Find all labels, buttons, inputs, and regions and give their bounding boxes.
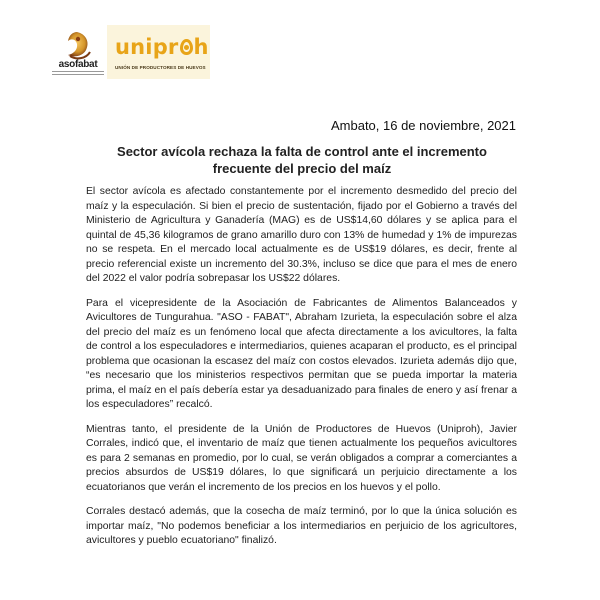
paragraph-1: El sector avícola es afectado constantemente por el incremento desmedido del precio del maíz y la especulación. Si bien el precio de sustentación, fijado por el Gobierno a través del Ministerio de Agricultura y Ganadería (MAG) es de US$14,60 dólares y se aplica para el quintal de 45,36 kilogramos de grano amarillo duro con 13% de humedad y 1% de impurezas no se respeta. En el mercado local actualmente es de US$19 dólares, es decir, frente al precio referencial existe un incremento del 30.3%, incluso se dice que para el mes de enero del 2022 el valor podría sobrepasar los US$22 dólares. xyxy=(86,186,517,284)
egg-icon xyxy=(180,39,193,55)
uniproh-wordmark-start: unipr xyxy=(115,35,179,59)
article-body xyxy=(86,185,517,559)
paragraph-4: Corrales destacó además, que la cosecha de maíz terminó, por lo que la única solución es importar maíz, "No podemos beneficiar a los intermediarios en perjuicio de los agricultores, avicultores y pueblo ecuatoriano" finalizó. xyxy=(86,506,517,546)
asofabat-wordmark: asofabat xyxy=(58,59,98,70)
uniproh-tagline: UNIÓN DE PRODUCTORES DE HUEVOS xyxy=(115,65,206,70)
article-title: Sector avícola rechaza la falta de control ante el incremento frecuente del precio del maíz xyxy=(117,144,487,176)
paragraph-2: Para el vicepresidente de la Asociación de Fabricantes de Alimentos Balanceados y Avicultores de Tungurahua. "ASO - FABAT", Abraham Izurieta, la especulación sobre el alza del precio del maíz es un fenómeno local que afecta directamente a los avicultores, la falta de control a los especuladores e intermediarios, quienes acaparan el producto, es el principal problema que ocasionan la escasez del maíz con costos elevados. Izurieta además dijo que, “es necesario que los ministerios respectivos permitan que se pueda importar la materia prima, el maíz en el país debería estar ya desaduanizado para finales de enero y así frenar a los especuladores” recalcó. xyxy=(86,297,517,410)
uniproh-wordmark-end: h xyxy=(193,35,209,59)
paragraph-3: Mientras tanto, el presidente de la Unión de Productores de Huevos (Uniproh), Javier Corrales, indicó que, el inventario de maíz que tienen actualmente los pequeños avicultores es para 2 semanas en promedio, por lo cual, se verán obligados a comprar a comerciantes a precios absurdos de US$19 dólares, lo que significará un perjuicio directamente a los ecuatorianos que verán el incremento de los precios en los huevos y el pollo. xyxy=(86,423,517,493)
uniproh-logo xyxy=(107,25,210,79)
asofabat-emblem-icon xyxy=(56,30,98,62)
asofabat-subtitle-lines xyxy=(52,71,104,77)
release-date: Ambato, 16 de noviembre, 2021 xyxy=(330,118,516,133)
uniproh-wordmark xyxy=(115,35,209,59)
